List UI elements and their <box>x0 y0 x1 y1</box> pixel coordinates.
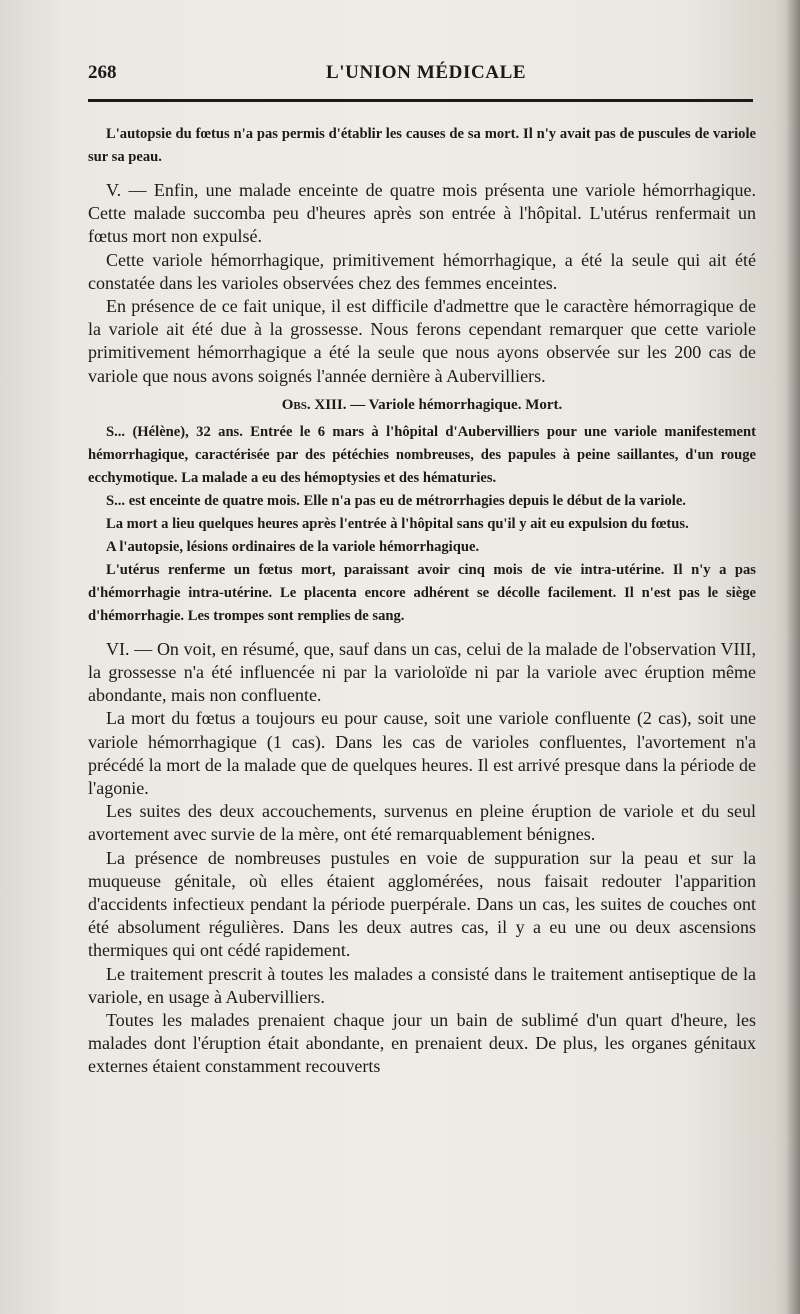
journal-title: L'UNION MÉDICALE <box>326 62 527 83</box>
paragraph-deliveries: Les suites des deux accouchements, survenus en pleine éruption de variole et du seul avortement avec survie de la mère, ont été remarquablement bénignes. <box>88 801 756 845</box>
page-binding-edge <box>786 0 800 1314</box>
section-gap <box>88 169 756 179</box>
paragraph-section-v: V. — Enfin, une malade enceinte de quatre mois présenta une variole hémorrhagique. Cette malade succomba peu d'heures après son entrée à l'hôpital. L'utérus renfermait un fœtus mort non expulsé. <box>88 180 756 247</box>
header-rule <box>88 99 753 102</box>
paragraph-uterus: L'utérus renferme un fœtus mort, paraissant avoir cinq mois de vie intra-utérine. Il n'y a pas d'hémorrhagie intra-utérine. Le placenta encore adhérent se décolle facilement. Il n'est pas le siège d'hémorrhagie. Les trompes sont remplies de sang. <box>88 561 756 624</box>
section-gap <box>88 628 756 638</box>
paragraph-section-vi: VI. — On voit, en résumé, que, sauf dans un cas, celui de la malade de l'observation VIII, la grossesse n'a été influencée ni par la varioloïde ni par la variole avec éruption même abondante, mais non confluente. <box>88 638 756 706</box>
paragraph-fetal-death: La mort du fœtus a toujours eu pour cause, soit une variole confluente (2 cas), soit une variole hémorrhagique (1 cas). Dans les cas de varioles confluentes, l'avortement n'a précédé la mort de la malade que de quelques heures. Il est arrivé presque dans la période de l'agonie. <box>88 708 756 799</box>
observation-number: Obs. XIII. <box>281 396 347 413</box>
observation-heading <box>88 394 756 417</box>
paragraph-pregnancy-months: S... est enceinte de quatre mois. Elle n'a pas eu de métrorrhagies depuis le début de la variole. <box>106 492 686 509</box>
paragraph-hemorrhagic-variole: Cette variole hémorrhagique, primitivement hémorrhagique, a été la seule qui ait été constatée dans les varioles observées chez des femmes enceintes. <box>88 249 756 293</box>
paragraph-sublimate-bath: Toutes les malades prenaient chaque jour un bain de sublimé d'un quart d'heure, les malades dont l'éruption était abondante, en prenaient deux. De plus, les organes génitaux externes étaient constamment recouverts <box>88 1010 756 1077</box>
page-number: 268 <box>88 62 117 83</box>
paragraph-treatment: Le traitement prescrit à toutes les malades a consisté dans le traitement antiseptique de la variole, en usage à Aubervilliers. <box>88 963 756 1007</box>
paragraph-observation-case: S... (Hélène), 32 ans. Entrée le 6 mars à l'hôpital d'Aubervilliers pour une variole manifestement hémorrhagique, caractérisée par des pétéchies nombreuses, des papules à peine saillantes, d'un rouge ecchymotique. La malade a eu des hémoptysies et des hématuries. <box>88 423 756 486</box>
running-header <box>88 62 753 92</box>
paragraph-autopsy-fetus: L'autopsie du fœtus n'a pas permis d'établir les causes de sa mort. Il n'y avait pas de puscules de variole sur sa peau. <box>88 126 756 165</box>
article-body <box>88 123 756 1079</box>
paragraph-death: La mort a lieu quelques heures après l'entrée à l'hôpital sans qu'il y ait eu expulsion du fœtus. <box>106 515 689 532</box>
paragraph-autopsy-lesions: A l'autopsie, lésions ordinaires de la variole hémorrhagique. <box>106 538 480 555</box>
paragraph-presence-fact: En présence de ce fait unique, il est difficile d'admettre que le caractère hémorragique de la variole ait été due à la grossesse. Nous ferons cependant remarquer que cette variole primitivement hémorrhagique a été la seule que nous ayons observée sur les 200 cas de variole que nous avons soignés l'année dernière à Aubervilliers. <box>88 296 756 386</box>
observation-title: — Variole hémorrhagique. Mort. <box>346 396 563 413</box>
paragraph-pustules: La présence de nombreuses pustules en voie de suppuration sur la peau et sur la muqueuse génitale, où elles étaient agglomérées, nous faisait redouter l'apparition d'accidents infectieux pendant la période puerpérale. Dans un cas, les suites de couches ont été absolument régulières. Dans les deux autres cas, il y a eu une ou deux ascensions thermiques qui ont cédé rapidement. <box>88 847 756 961</box>
